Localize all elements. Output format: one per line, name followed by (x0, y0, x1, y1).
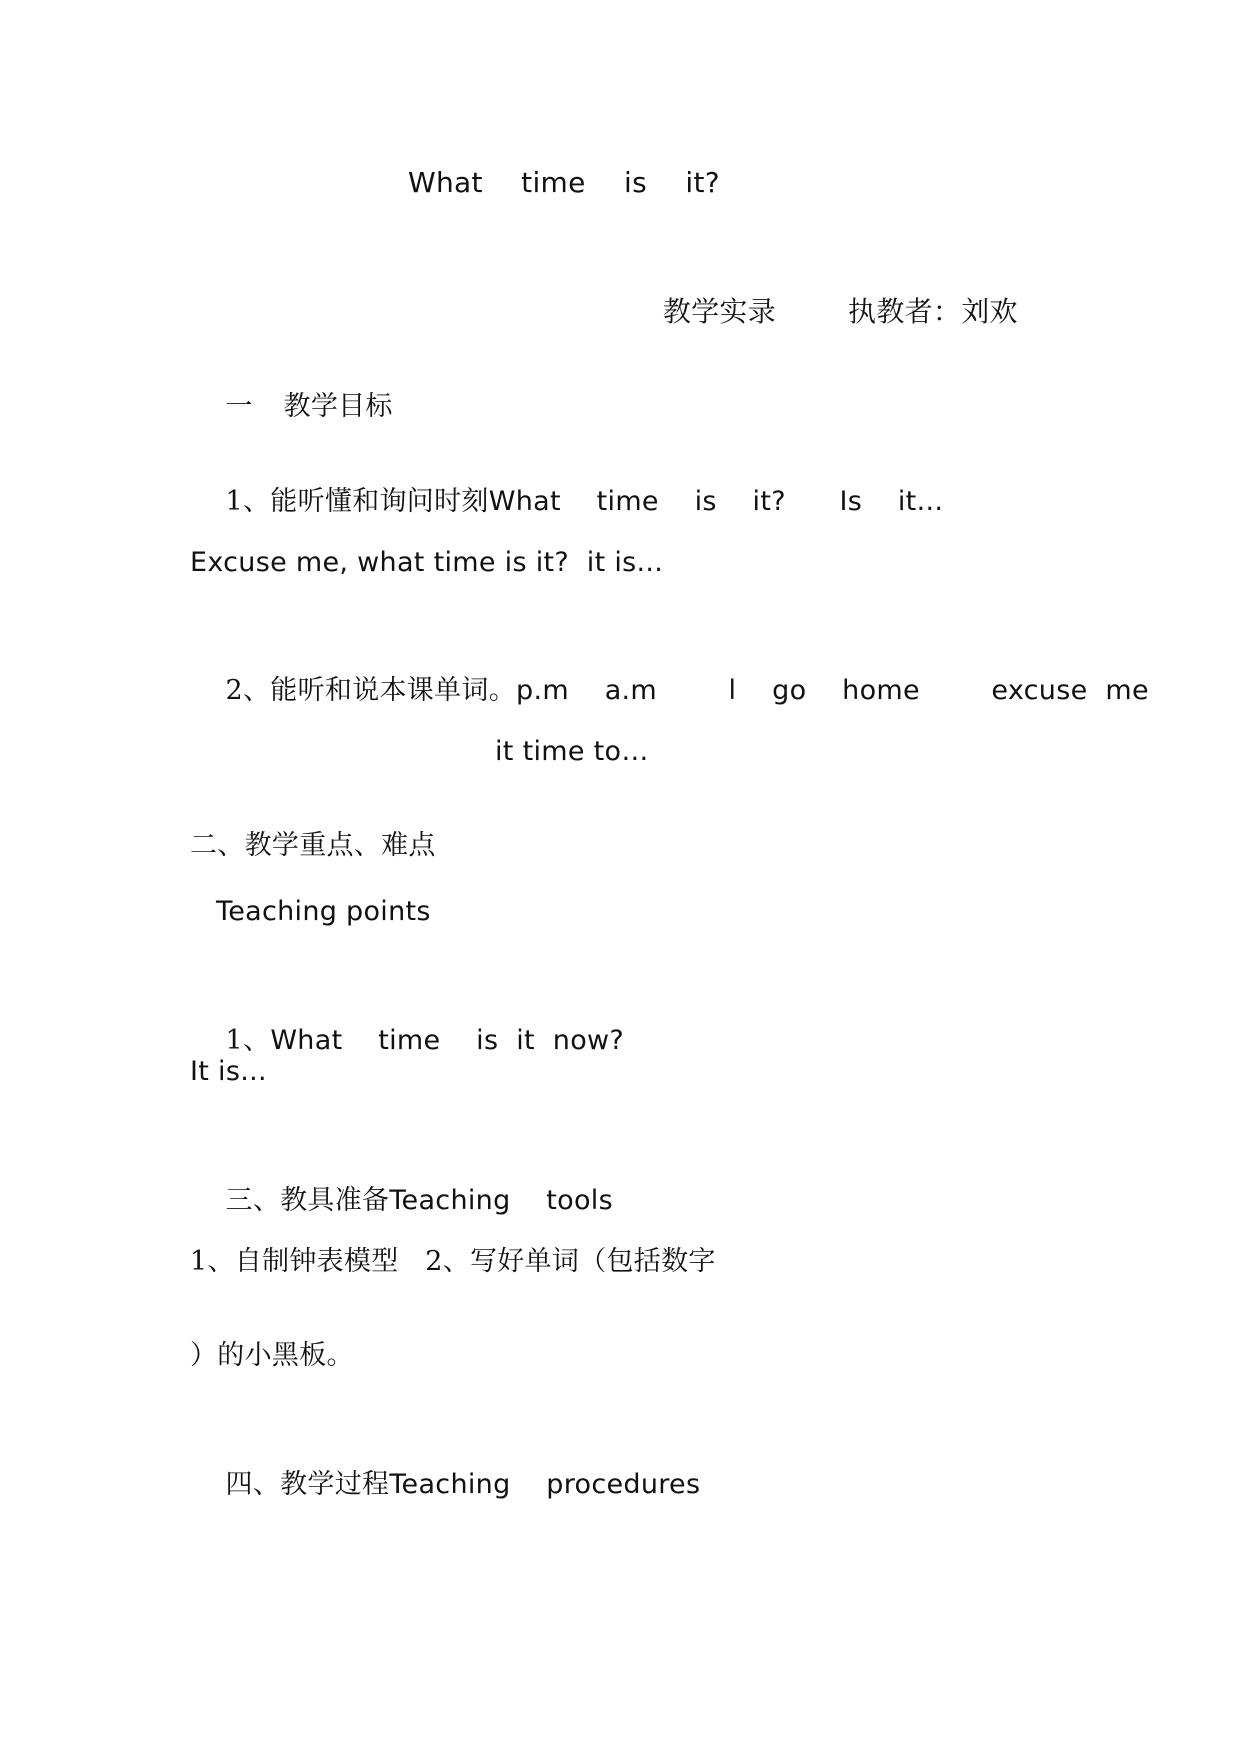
objective-item-1-en: What time is it? Is it... (488, 486, 944, 517)
key-point-item-1-number: 1、 (225, 1025, 271, 1056)
tools-item-line-2: ）的小黑板。 (190, 1340, 354, 1371)
objective-item-1-cn: 1、能听懂和询问时刻 (225, 486, 489, 517)
key-point-item-1-continuation: It is... (190, 1056, 267, 1087)
byline-label: 教学实录 (662, 295, 777, 328)
section-tools-heading-en: Teaching tools (389, 1185, 613, 1216)
objective-item-2-cn: 2、能听和说本课单词。 (225, 675, 517, 706)
objective-item-2-continuation: it time to… (495, 736, 649, 767)
section-procedures-heading-cn: 四、教学过程 (225, 1469, 390, 1500)
key-point-item-1-text: What time is it now? (270, 1025, 625, 1056)
objective-item-2-en: p.m a.m l go home excuse me (516, 675, 1149, 706)
byline (626, 261, 1018, 363)
section-objectives-heading (190, 356, 393, 458)
key-points-subheading: Teaching points (216, 896, 431, 927)
tools-item-line-1: 1、自制钟表模型 2、写好单词（包括数字 (190, 1246, 716, 1277)
objective-item-1 (190, 451, 943, 553)
section-procedures-heading (190, 1434, 700, 1536)
section-procedures-heading-en: Teaching procedures (389, 1469, 701, 1500)
section-tools-heading (190, 1150, 613, 1252)
byline-teacher: 执教者：刘欢 (848, 295, 1018, 328)
section-number: 一 (225, 391, 253, 422)
section-key-points-heading: 二、教学重点、难点 (190, 830, 436, 861)
document-title: What time is it? (408, 166, 720, 199)
objective-item-1-continuation: Excuse me, what time is it? it is... (190, 547, 664, 578)
section-tools-heading-cn: 三、教具准备 (225, 1185, 390, 1216)
objective-item-2 (190, 640, 1149, 742)
section-heading-text: 教学目标 (283, 391, 393, 422)
